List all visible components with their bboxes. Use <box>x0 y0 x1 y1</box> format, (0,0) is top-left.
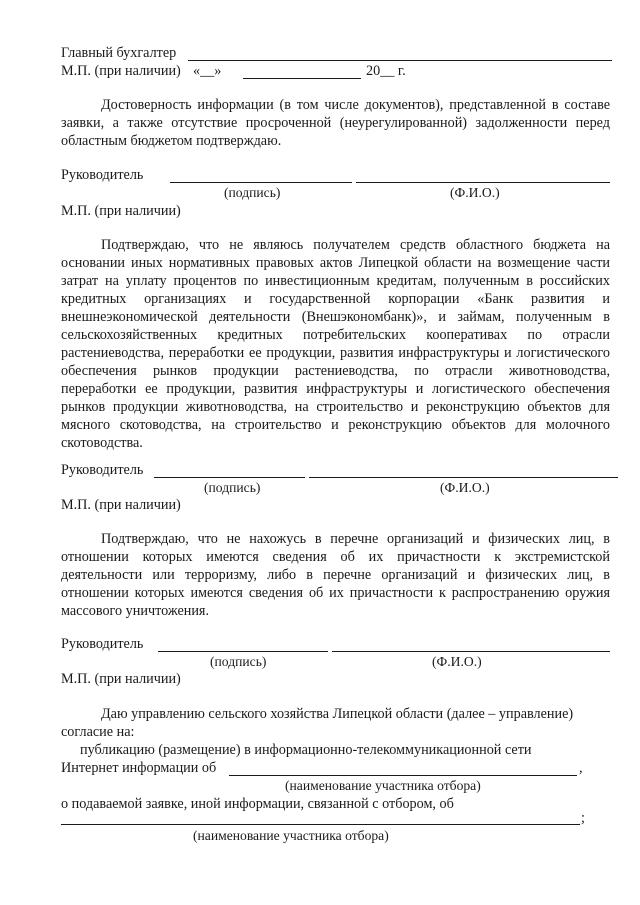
head-signature-line-1[interactable] <box>170 182 352 183</box>
consent-line-4: Интернет информации об <box>61 760 217 776</box>
head-name-line-1[interactable] <box>356 182 610 183</box>
name-caption-2: (Ф.И.О.) <box>440 480 490 495</box>
paragraph-not-in-list <box>61 530 610 620</box>
name-caption-3: (Ф.И.О.) <box>432 654 482 669</box>
stamp-label-3: М.П. (при наличии) <box>61 497 181 513</box>
chief-accountant-signature-line[interactable] <box>188 60 612 61</box>
consent-comma: , <box>579 760 583 776</box>
paragraph-no-other-funding <box>61 236 610 452</box>
head-name-line-3[interactable] <box>332 651 610 652</box>
date-year: 20__ г. <box>366 63 406 79</box>
participant-caption-1: (наименование участника отбора) <box>285 778 481 793</box>
consent-line-2: согласие на: <box>61 724 135 740</box>
head-label-2: Руководитель <box>61 462 144 478</box>
head-label-1: Руководитель <box>61 167 144 183</box>
consent-semicolon: ; <box>581 810 585 826</box>
participant-name-line-1[interactable] <box>229 775 577 776</box>
consent-line-3: публикацию (размещение) в информационно-телекоммуникационной сети <box>80 742 532 758</box>
participant-caption-2: (наименование участника отбора) <box>193 828 389 843</box>
head-signature-line-3[interactable] <box>158 651 328 652</box>
date-day: «__» <box>193 63 222 79</box>
stamp-label-4: М.П. (при наличии) <box>61 671 181 687</box>
head-label-3: Руководитель <box>61 636 144 652</box>
head-name-line-2[interactable] <box>309 477 618 478</box>
consent-line-1: Даю управлению сельского хозяйства Липецкой области (далее – управление) <box>101 706 574 722</box>
paragraph-reliability <box>61 96 610 150</box>
signature-caption-2: (подпись) <box>204 480 261 495</box>
date-month-line[interactable] <box>243 78 361 79</box>
participant-name-line-2[interactable] <box>61 824 580 825</box>
head-signature-line-2[interactable] <box>154 477 305 478</box>
chief-accountant-label: Главный бухгалтер <box>61 45 177 61</box>
paragraph-not-in-list-text: Подтверждаю, что не нахожусь в перечне организаций и физических лиц, в отношении которых имеются сведения об их причастности к экстремистской деятельности или терроризму, либо в перечне организаций и физических лиц, в отношении которых имеются сведения об их причастности к распространению оружия массового уничтожения. <box>61 531 610 619</box>
signature-caption-1: (подпись) <box>224 185 281 200</box>
name-caption-1: (Ф.И.О.) <box>450 185 500 200</box>
stamp-label-2: М.П. (при наличии) <box>61 203 181 219</box>
signature-caption-3: (подпись) <box>210 654 267 669</box>
stamp-label-1: М.П. (при наличии) <box>61 63 181 79</box>
paragraph-reliability-text: Достоверность информации (в том числе документов), представленной в составе заявки, а также отсутствие просроченной (неурегулированной) задолженности перед областным бюджетом подтверждаю. <box>61 97 610 149</box>
paragraph-no-other-funding-text: Подтверждаю, что не являюсь получателем средств областного бюджета на основании иных нормативных правовых актов Липецкой области на возмещение части затрат на уплату процентов по инвестиционным кредитам, полученным в российских кредитных организациях и государственной корпорации «Банк развития и внешнеэкономической деятельности (Внешэкономбанк)», и займам, полученным в сельскохозяйственных кредитных потребительских кооперативах по отрасли растениеводства, переработки ее продукции, развития инфраструктуры и логистического обеспечения рынков продукции растениеводства, по отрасли животноводства, переработки ее продукции, развития инфраструктуры и логистического обеспечения рынков продукции животноводства, на строительство и реконструкцию объектов для мясного скотоводства, на строительство и реконструкцию объектов для молочного скотоводства. <box>61 237 610 451</box>
consent-line-5: о подаваемой заявке, иной информации, связанной с отбором, об <box>61 796 454 812</box>
